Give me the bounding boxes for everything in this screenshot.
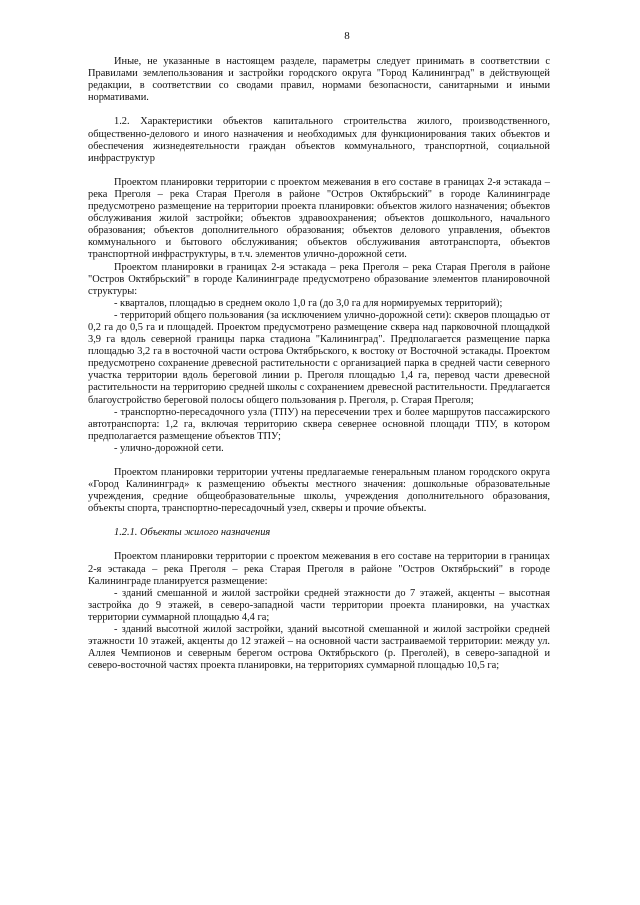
list-item: - зданий смешанной и жилой застройки средней этажности до 7 этажей, акценты – высотная застройка до 9 этажей, в северо-западной части территории проекта планировки, на участках территории суммарной площадью 4,4 га; — [88, 587, 550, 623]
section-heading-1-2-1: 1.2.1. Объекты жилого назначения — [114, 527, 271, 539]
document-page — [88, 30, 550, 672]
paragraph: Проектом планировки в границах 2-я эстакада – река Преголя – река Старая Преголя в районе "Остров Октябрьский" в городе Калининграде предусмотрено образование элементов планировочной структуры: — [88, 261, 550, 297]
list-item: - транспортно-пересадочного узла (ТПУ) на пересечении трех и более маршрутов пассажирского автотранспорта: 1,2 га, включая территорию сквера севернее основной площади ТПУ, в котором предполагается размещение объектов ТПУ; — [88, 406, 550, 442]
list-item: - улично-дорожной сети. — [114, 442, 224, 454]
intro-paragraph: Иные, не указанные в настоящем разделе, параметры следует принимать в соответствии с Правилами землепользования и застройки городского округа "Город Калининград" в действующей редакции, в соответствии со сводами правил, нормами безопасности, санитарными и иными нормативами. — [88, 56, 550, 104]
list-item: - зданий высотной жилой застройки, зданий высотной смешанной и жилой застройки средней этажности 10 этажей, акценты до 12 этажей – на основной части застраиваемой территории: между ул. Аллея Чемпионов и северным берегом острова Октябрьского (р. Преголей), в северо-западной и северо-восточной частях проекта планировки, на территориях суммарной площадью 10,5 га; — [88, 624, 550, 672]
paragraph: Проектом планировки территории с проектом межевания в его составе на территории в границах 2-я эстакада – река Преголя – река Старая Преголя в районе "Остров Октябрьский" в городе Калининграде планируется размещение: — [88, 551, 550, 587]
page-number: 8 — [344, 30, 350, 42]
section-heading-1-2: 1.2. Характеристики объектов капитального строительства жилого, производственного, общественно-делового и иного назначения и необходимых для функционирования таких объектов и обеспечения жизнедеятельности граждан объектов коммунального, транспортной, социальной инфраструктур — [88, 116, 550, 164]
list-item: - кварталов, площадью в среднем около 1,0 га (до 3,0 га для нормируемых территорий); — [114, 297, 503, 309]
list-item: - территорий общего пользования (за исключением улично-дорожной сети): скверов площадью от 0,2 га до 0,5 га и площадей. Проектом предусмотрено размещение сквера над парковочной площадкой 3,9 га вдоль северной границы парка стадиона "Калининград". Предполагается размещение парка площадью 3,2 га в восточной части острова Октябрьского, к востоку от Восточной эстакады. Проектом предусмотрено сохранение древесной растительности с организацией парка в средней части северного участка территории вдоль береговой линии р. Преголя площадью 1,4 га, перевод части древесной растительности на территорию средней школы с сохранением древесной растительности. Предлагается благоустройство береговой полосы общего пользования р. Преголя, р. Старая Преголя; — [88, 309, 550, 406]
paragraph: Проектом планировки территории учтены предлагаемые генеральным планом городского округа «Город Калининград» к размещению объекты местного значения: дошкольные образовательные учреждения, средние общеобразовательные школы, учреждения дополнительного образования, объекты спорта, транспортно-пересадочный узел, скверы и прочие объекты. — [88, 467, 550, 515]
paragraph: Проектом планировки территории с проектом межевания в его составе в границах 2-я эстакада – река Преголя – река Старая Преголя в районе "Остров Октябрьский" в городе Калининграде предусмотрено размещение на территории проекта планировки: объектов жилого назначения; объектов обслуживания жилой застройки; объектов здравоохранения; объектов дошкольного, начального образования; объектов дополнительного образования; объектов делового управления, объектов коммунального и бытового обслуживания; объектов обслуживания автотранспорта, объектов транспортной инфраструктуры, в т.ч. элементов улично-дорожной сети. — [88, 176, 550, 261]
